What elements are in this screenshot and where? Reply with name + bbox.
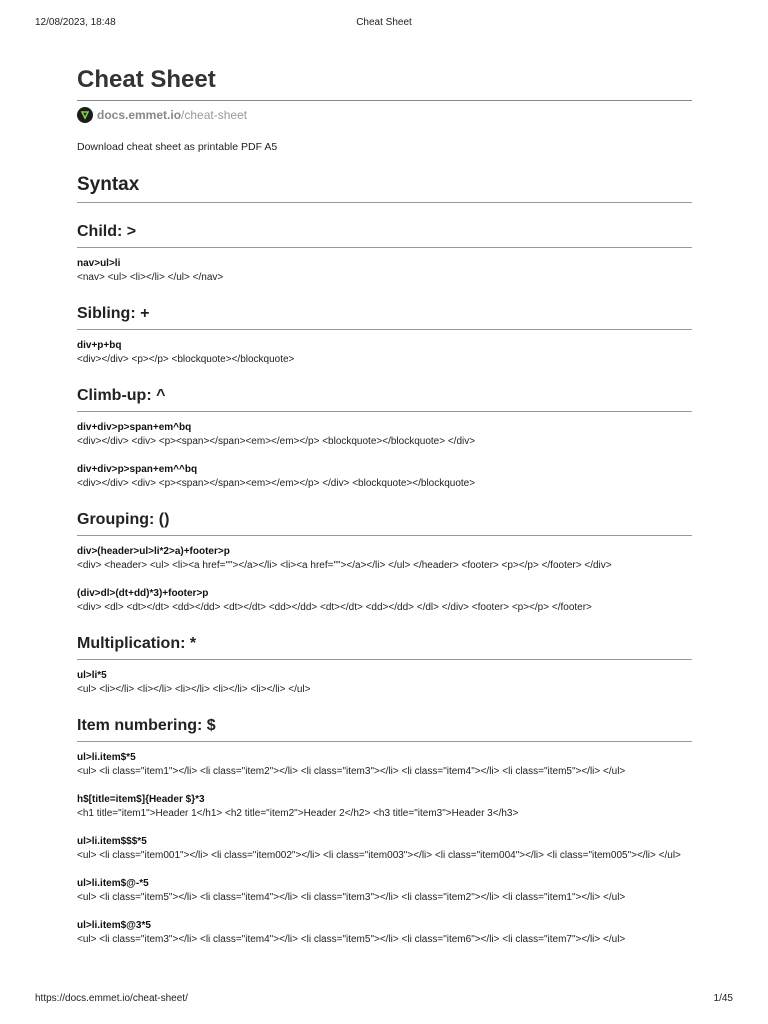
page-title: Cheat Sheet	[77, 64, 692, 101]
sections-list	[77, 222, 692, 947]
example-block	[77, 545, 692, 573]
abbreviation: div>(header>ul>li*2>a)+footer>p	[77, 546, 230, 557]
abbreviation: ul>li.item$$$*5	[77, 836, 147, 847]
source-domain: docs.emmet.io	[97, 108, 182, 122]
print-header	[35, 17, 733, 31]
syntax-section	[77, 222, 692, 285]
section-heading: Sibling: +	[77, 304, 692, 330]
expanded-output: <ul> <li class="item1"></li> <li class="item2"></li> <li class="item3"></li> <li class="item4"></li> <li class="item5"></li> </ul>	[77, 766, 626, 777]
syntax-section	[77, 510, 692, 615]
expanded-output: <div> <header> <ul> <li><a href=""></a></li> <li><a href=""></a></li> </ul> </header> <footer> <p></p> </footer> </div>	[77, 560, 612, 571]
download-link[interactable]: Download cheat sheet as printable PDF A5	[77, 141, 278, 153]
source-link[interactable]	[77, 106, 692, 124]
abbreviation: div+div>p>span+em^bq	[77, 422, 192, 433]
abbreviation: ul>li*5	[77, 670, 107, 681]
expanded-output: <div></div> <div> <p><span></span><em></em></p> </div> <blockquote></blockquote>	[77, 478, 476, 489]
main-content	[77, 64, 692, 947]
example-block	[77, 339, 692, 367]
example-block	[77, 257, 692, 285]
abbreviation: (div>dl>(dt+dd)*3)+footer>p	[77, 588, 209, 599]
abbreviation: ul>li.item$*5	[77, 752, 136, 763]
print-date: 12/08/2023, 18:48	[35, 17, 116, 28]
section-heading: Item numbering: $	[77, 716, 692, 742]
expanded-output: <ul> <li class="item001"></li> <li class="item002"></li> <li class="item003"></li> <li class="item004"></li> <li class="item005"></li> </ul>	[77, 850, 681, 861]
page-number: 1/45	[713, 993, 733, 1004]
syntax-section	[77, 386, 692, 491]
abbreviation: h$[title=item$]{Header $}*3	[77, 794, 205, 805]
example-block	[77, 835, 692, 863]
section-heading: Grouping: ()	[77, 510, 692, 536]
print-footer	[35, 993, 733, 1007]
expanded-output: <div></div> <p></p> <blockquote></blockquote>	[77, 354, 295, 365]
emmet-logo-icon	[77, 107, 93, 123]
example-block	[77, 877, 692, 905]
abbreviation: div+div>p>span+em^^bq	[77, 464, 198, 475]
section-heading: Multiplication: *	[77, 634, 692, 660]
syntax-section	[77, 716, 692, 947]
abbreviation: ul>li.item$@3*5	[77, 920, 151, 931]
expanded-output: <ul> <li></li> <li></li> <li></li> <li></li> <li></li> </ul>	[77, 684, 311, 695]
abbreviation: ul>li.item$@-*5	[77, 878, 149, 889]
abbreviation: nav>ul>li	[77, 258, 121, 269]
example-block	[77, 421, 692, 449]
expanded-output: <h1 title="item1">Header 1</h1> <h2 title="item2">Header 2</h2> <h3 title="item3">Header 3</h3>	[77, 808, 519, 819]
example-block	[77, 793, 692, 821]
example-block	[77, 919, 692, 947]
source-path: /cheat-sheet	[181, 108, 248, 122]
expanded-output: <ul> <li class="item3"></li> <li class="item4"></li> <li class="item5"></li> <li class="item6"></li> <li class="item7"></li> </ul>	[77, 934, 626, 945]
section-heading: Child: >	[77, 222, 692, 248]
example-block	[77, 751, 692, 779]
syntax-section	[77, 634, 692, 697]
example-block	[77, 463, 692, 491]
expanded-output: <nav> <ul> <li></li> </ul> </nav>	[77, 272, 224, 283]
expanded-output: <div></div> <div> <p><span></span><em></em></p> <blockquote></blockquote> </div>	[77, 436, 476, 447]
expanded-output: <div> <dl> <dt></dt> <dd></dd> <dt></dt> <dd></dd> <dt></dt> <dd></dd> </dl> </div> <footer> <p></p> </footer>	[77, 602, 592, 613]
print-url: https://docs.emmet.io/cheat-sheet/	[35, 993, 188, 1004]
syntax-section	[77, 304, 692, 367]
print-title: Cheat Sheet	[356, 17, 412, 28]
example-block	[77, 587, 692, 615]
syntax-heading: Syntax	[77, 173, 692, 203]
example-block	[77, 669, 692, 697]
section-heading: Climb-up: ^	[77, 386, 692, 412]
expanded-output: <ul> <li class="item5"></li> <li class="item4"></li> <li class="item3"></li> <li class="item2"></li> <li class="item1"></li> </ul>	[77, 892, 626, 903]
abbreviation: div+p+bq	[77, 340, 122, 351]
